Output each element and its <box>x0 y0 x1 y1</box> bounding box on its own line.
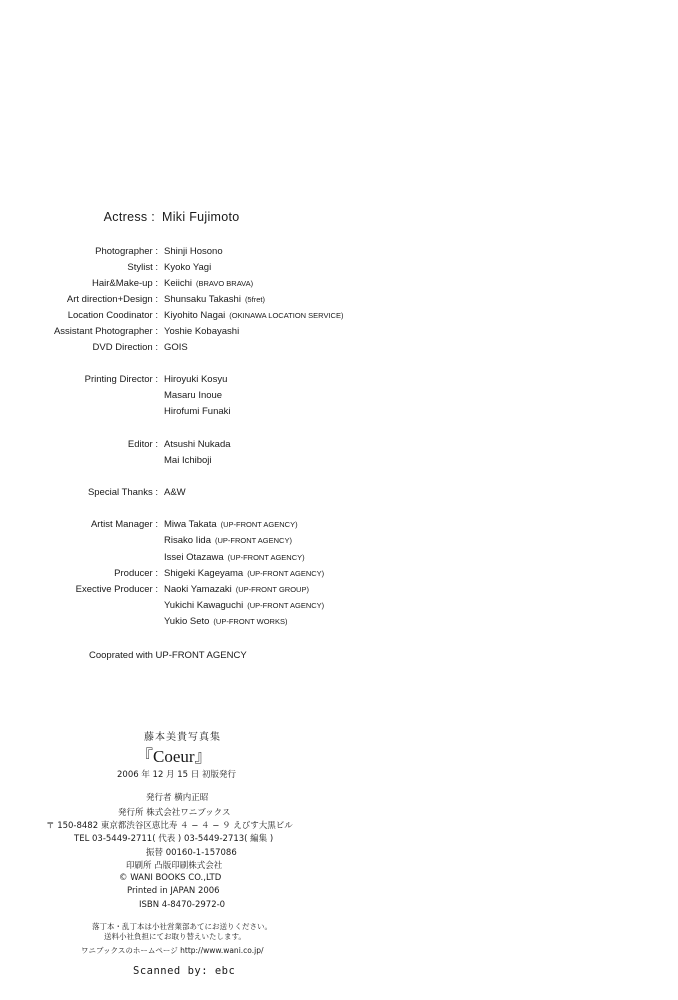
homepage-line: ワニブックスのホームページ http://www.wani.co.jp/ <box>81 946 264 955</box>
credit-value: A&W <box>164 487 186 498</box>
credit-value: Naoki Yamazaki <box>164 584 232 595</box>
credit-row <box>0 437 678 453</box>
credit-value: Atsushi Nukada <box>164 439 231 450</box>
cooperated-line: Cooprated with UP-FRONT AGENCY <box>89 650 247 661</box>
telephone: TEL 03-5449-2711( 代表 ) 03-5449-2713( 編集 ) <box>74 834 274 844</box>
transfer-account: 振替 00160-1-157086 <box>146 848 237 858</box>
actress-name: Miki Fujimoto <box>162 210 240 224</box>
credit-note: (UP-FRONT AGENCY) <box>247 569 325 578</box>
credit-note: (BRAVO BRAVA) <box>196 279 254 288</box>
credit-row <box>0 533 678 549</box>
isbn: ISBN 4-8470-2972-0 <box>139 900 226 910</box>
credit-row <box>0 372 678 388</box>
credit-note: (5fret) <box>244 295 265 304</box>
credit-value: Miwa Takata <box>164 519 217 530</box>
publisher-company: 発行所 株式会社ワニブックス <box>118 808 231 818</box>
credit-label: Artist Manager : <box>90 519 158 530</box>
credit-value: Risako Iida <box>164 535 211 546</box>
credit-value: Shunsaku Takashi <box>164 294 241 305</box>
credit-note: (UP-FRONT WORKS) <box>213 617 288 626</box>
actress-label: Actress : <box>103 210 155 224</box>
credit-value: Hiroyuki Kosyu <box>164 374 228 385</box>
notice-line: 落丁本・乱丁本は小社営業部あてにお送りください。 <box>92 922 272 931</box>
credit-label: Location Coodinator : <box>67 310 158 321</box>
credit-label: Printing Director : <box>84 374 158 385</box>
credit-row <box>0 244 678 260</box>
credit-value: GOIS <box>164 342 188 353</box>
credit-value: Masaru Inoue <box>164 390 223 401</box>
credit-row <box>0 566 678 582</box>
credit-label: Exective Producer : <box>75 584 158 595</box>
credit-row <box>0 340 678 356</box>
printer: 印刷所 凸版印刷株式会社 <box>126 861 223 871</box>
credit-row <box>0 485 678 501</box>
credit-value: Yukio Seto <box>164 616 210 627</box>
credit-label: Art direction+Design : <box>66 294 158 305</box>
credit-label: Special Thanks : <box>87 487 158 498</box>
credit-note: (OKINAWA LOCATION SERVICE) <box>229 311 344 320</box>
credit-label: Producer : <box>114 568 158 579</box>
credit-row <box>0 324 678 340</box>
credit-label: Assistant Photographer : <box>53 326 158 337</box>
credit-value: Hirofumi Funaki <box>164 406 231 417</box>
credit-row <box>0 598 678 614</box>
credit-note: (UP-FRONT AGENCY) <box>215 536 292 545</box>
credit-row <box>0 550 678 566</box>
credit-row <box>0 517 678 533</box>
credit-value: Issei Otazawa <box>164 552 224 563</box>
credit-value: Keiichi <box>164 278 192 289</box>
credit-note: (UP-FRONT GROUP) <box>235 585 309 594</box>
credit-label: Photographer : <box>95 246 158 257</box>
credit-value: Shigeki Kageyama <box>164 568 244 579</box>
credit-label: Stylist : <box>127 262 158 273</box>
credit-label: Editor : <box>127 439 158 450</box>
credit-row <box>0 453 678 469</box>
printed-in: Printed in JAPAN 2006 <box>127 886 220 896</box>
credit-value: Kyoko Yagi <box>164 262 212 273</box>
credit-row <box>0 260 678 276</box>
credit-label: Hair&Make-up : <box>92 278 158 289</box>
credit-row <box>0 404 678 420</box>
credit-value: Kiyohito Nagai <box>164 310 226 321</box>
credit-row <box>0 614 678 630</box>
credit-row <box>0 582 678 598</box>
address: 〒 150-8482 東京都渋谷区恵比寿 ４ − ４ − ９ えびす大黒ビル <box>46 821 293 831</box>
credit-note: (UP-FRONT AGENCY) <box>227 553 305 562</box>
copyright: © WANI BOOKS CO.,LTD <box>119 873 222 883</box>
credit-row <box>0 292 678 308</box>
credit-row <box>0 276 678 292</box>
book-title-jp: 藤本美貴写真集 <box>144 732 221 743</box>
credit-label: DVD Direction : <box>92 342 158 353</box>
notice-line: 送料小社負担にてお取り替えいたします。 <box>104 932 246 941</box>
credit-value: Shinji Hosono <box>164 246 223 257</box>
publisher-person: 発行者 横内正昭 <box>146 793 209 803</box>
publish-date: 2006 年 12 月 15 日 初版発行 <box>117 770 236 780</box>
credit-note: (UP-FRONT AGENCY) <box>220 520 298 529</box>
scanned-by: Scanned by: ebc <box>133 965 236 977</box>
book-title-en: 『Coeur』 <box>136 747 212 766</box>
credit-row <box>0 388 678 404</box>
credit-value: Yukichi Kawaguchi <box>164 600 244 611</box>
credit-row <box>0 308 678 324</box>
credit-note: (UP-FRONT AGENCY) <box>247 601 325 610</box>
credit-value: Yoshie Kobayashi <box>164 326 240 337</box>
credit-value: Mai Ichiboji <box>164 455 212 466</box>
